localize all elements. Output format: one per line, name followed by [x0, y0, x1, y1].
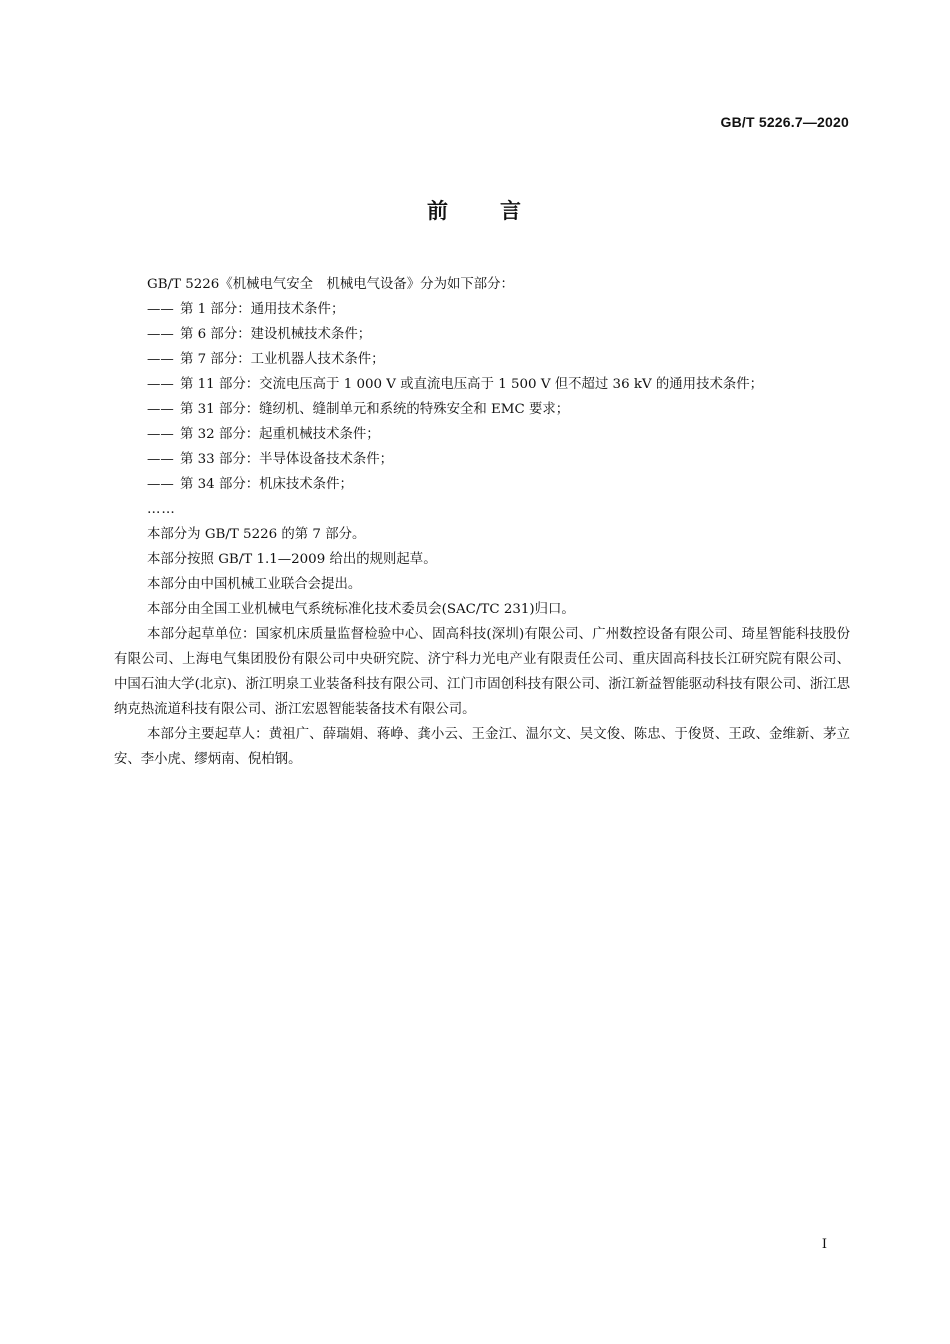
page-title — [0, 195, 950, 225]
list-item — [114, 322, 850, 347]
list-item-text: 第 11 部分：交流电压高于 1 000 V 或直流电压高于 1 500 V 但不超过 36 kV 的通用技术条件； — [180, 377, 764, 392]
list-item-text: 第 6 部分：建设机械技术条件； — [180, 327, 372, 342]
list-dash: —— — [147, 402, 174, 417]
page-number: I — [821, 1237, 827, 1252]
paragraph-drafting-rules: 本部分按照 GB/T 1.1—2009 给出的规则起草。 — [147, 552, 437, 567]
list-dash: —— — [147, 377, 174, 392]
list-dash: —— — [147, 352, 174, 367]
list-ellipsis: …… — [147, 502, 176, 517]
list-item — [114, 447, 850, 472]
list-dash: —— — [147, 452, 174, 467]
intro-paragraph: GB/T 5226《机械电气安全 机械电气设备》分为如下部分： — [147, 277, 514, 292]
list-dash: —— — [147, 327, 174, 342]
list-item-text: 第 1 部分：通用技术条件； — [180, 302, 345, 317]
paragraph-centralized: 本部分由全国工业机械电气系统标准化技术委员会(SAC/TC 231)归口。 — [147, 602, 575, 617]
paragraph-drafting-units: 本部分起草单位：国家机床质量监督检验中心、固高科技(深圳)有限公司、广州数控设备有限公司、琦星智能科技股份有限公司、上海电气集团股份有限公司中央研究院、济宁科力光电产业有限责任公司、重庆固高科技长江研究院有限公司、中国石油大学(北京)、浙江明泉工业装备科技有限公司、江门市固创科技有限公司、浙江新益智能驱动科技有限公司、浙江思纳克热流道科技有限公司、浙江宏恩智能装备技术有限公司。 — [114, 627, 850, 717]
list-dash: —— — [147, 302, 174, 317]
list-item-text: 第 33 部分：半导体设备技术条件； — [180, 452, 394, 467]
paragraph-part-statement: 本部分为 GB/T 5226 的第 7 部分。 — [147, 527, 366, 542]
title-char-2: 言 — [500, 199, 523, 223]
list-item-text: 第 7 部分：工业机器人技术条件； — [180, 352, 385, 367]
list-item — [114, 297, 850, 322]
list-dash: —— — [147, 427, 174, 442]
paragraph-proposer: 本部分由中国机械工业联合会提出。 — [147, 577, 362, 592]
list-item — [114, 372, 850, 397]
list-item — [114, 422, 850, 447]
title-char-1: 前 — [427, 199, 450, 223]
list-item-text: 第 34 部分：机床技术条件； — [180, 477, 353, 492]
list-item-text: 第 32 部分：起重机械技术条件； — [180, 427, 380, 442]
document-id: GB/T 5226.7—2020 — [720, 114, 849, 130]
list-item-text: 第 31 部分：缝纫机、缝制单元和系统的特殊安全和 EMC 要求； — [180, 402, 570, 417]
document-body — [114, 272, 850, 772]
list-item — [114, 347, 850, 372]
list-dash: —— — [147, 477, 174, 492]
paragraph-drafters: 本部分主要起草人：黄祖广、薛瑞娟、蒋峥、龚小云、王金江、温尔文、吴文俊、陈忠、于俊贤、王政、金维新、茅立安、李小虎、缪炳南、倪柏钢。 — [114, 727, 850, 767]
list-item — [114, 397, 850, 422]
list-item — [114, 472, 850, 497]
parts-list — [114, 297, 850, 497]
